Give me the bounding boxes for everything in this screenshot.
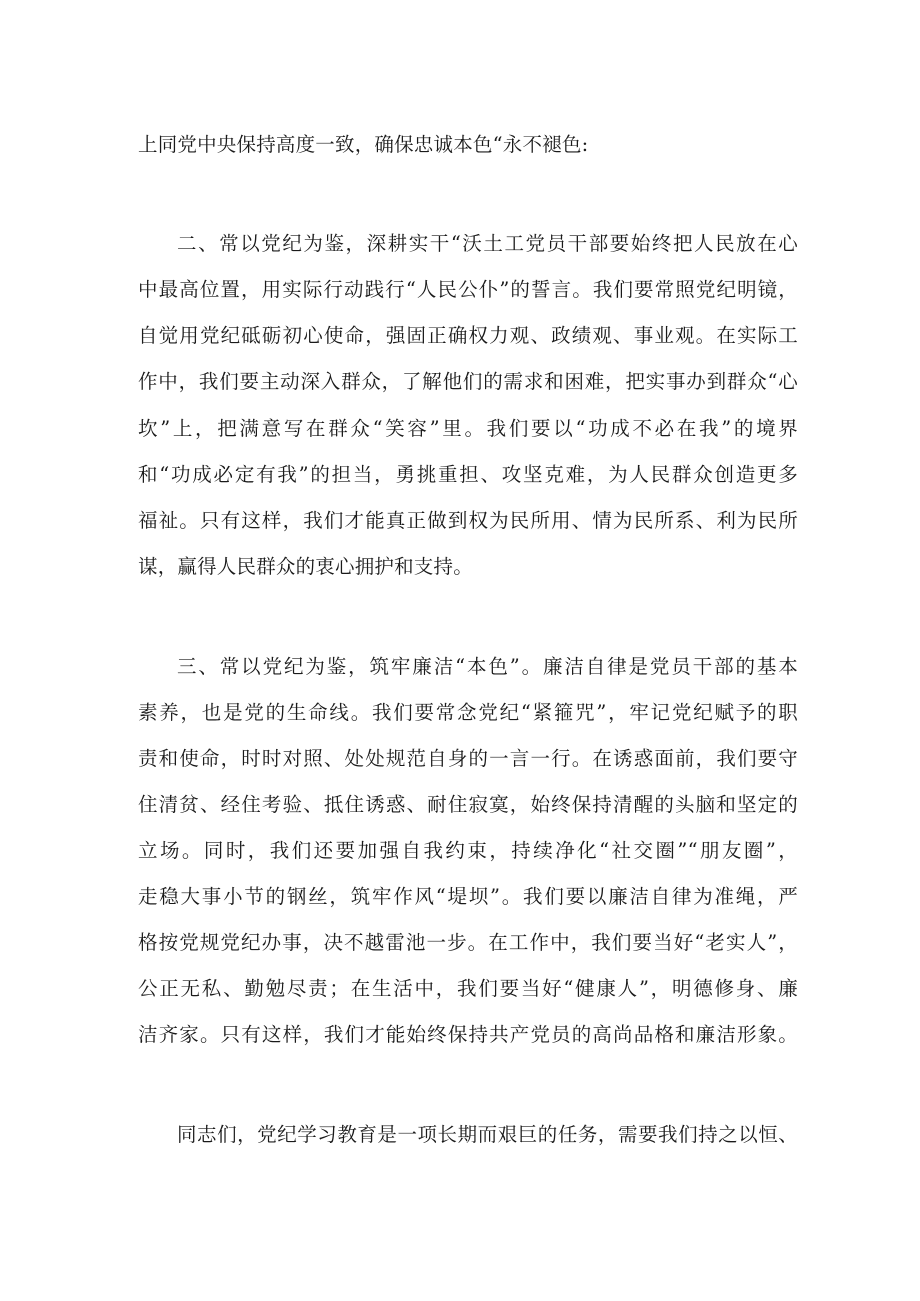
paragraph-line: 谋，赢得人民群众的衷心拥护和支持。 (138, 555, 473, 578)
paragraph-line: 走稳大事小节的钢丝，筑牢作风“堤坝”。我们要以廉洁自律为准绳，严 (138, 885, 798, 908)
paragraph-line: 中最高位置，用实际行动践行“人民公仆”的誓言。我们要常照党纪明镜， (138, 278, 798, 301)
paragraph-line: 福祉。只有这样，我们才能真正做到权为民所用、情为民所系、利为民所 (138, 509, 798, 532)
paragraph-line: 和“功成必定有我”的担当，勇挑重担、攻坚克难，为人民群众创造更多 (138, 463, 798, 486)
paragraph-line: 同志们，党纪学习教育是一项长期而艰巨的任务，需要我们持之以恒、 (177, 1123, 798, 1146)
paragraph-line: 素养，也是党的生命线。我们要常念党纪“紧箍咒”，牢记党纪赋予的职 (138, 701, 798, 724)
paragraph-line: 公正无私、勤勉尽责；在生活中，我们要当好“健康人”，明德修身、廉 (138, 977, 798, 1000)
paragraph-line: 上同党中央保持高度一致，确保忠诚本色“永不褪色: (138, 133, 589, 156)
paragraph-line: 作中，我们要主动深入群众，了解他们的需求和困难，把实事办到群众“心 (138, 370, 798, 393)
paragraph-line: 坎”上，把满意写在群众“笑容”里。我们要以“功成不必在我”的境界 (138, 417, 798, 440)
paragraph-line: 三、常以党纪为鉴，筑牢廉洁“本色”。廉洁自律是党员干部的基本 (177, 655, 798, 678)
paragraph-line: 二、常以党纪为鉴，深耕实干“沃土工党员干部要始终把人民放在心 (177, 232, 798, 255)
paragraph-line: 洁齐家。只有这样，我们才能始终保持共产党员的高尚品格和廉洁形象。 (138, 1023, 798, 1046)
paragraph-line: 立场。同时，我们还要加强自我约束，持续净化“社交圈”“朋友圈”， (138, 839, 798, 862)
paragraph-line: 责和使命，时时对照、处处规范自身的一言一行。在诱惑面前，我们要守 (138, 747, 798, 770)
paragraph-line: 住清贫、经住考验、抵住诱惑、耐住寂寞，始终保持清醒的头脑和坚定的 (138, 793, 798, 816)
paragraph-line: 自觉用党纪砥砺初心使命，强固正确权力观、政绩观、事业观。在实际工 (138, 324, 798, 347)
paragraph-line: 格按党规党纪办事，决不越雷池一步。在工作中，我们要当好“老实人”， (138, 931, 798, 954)
